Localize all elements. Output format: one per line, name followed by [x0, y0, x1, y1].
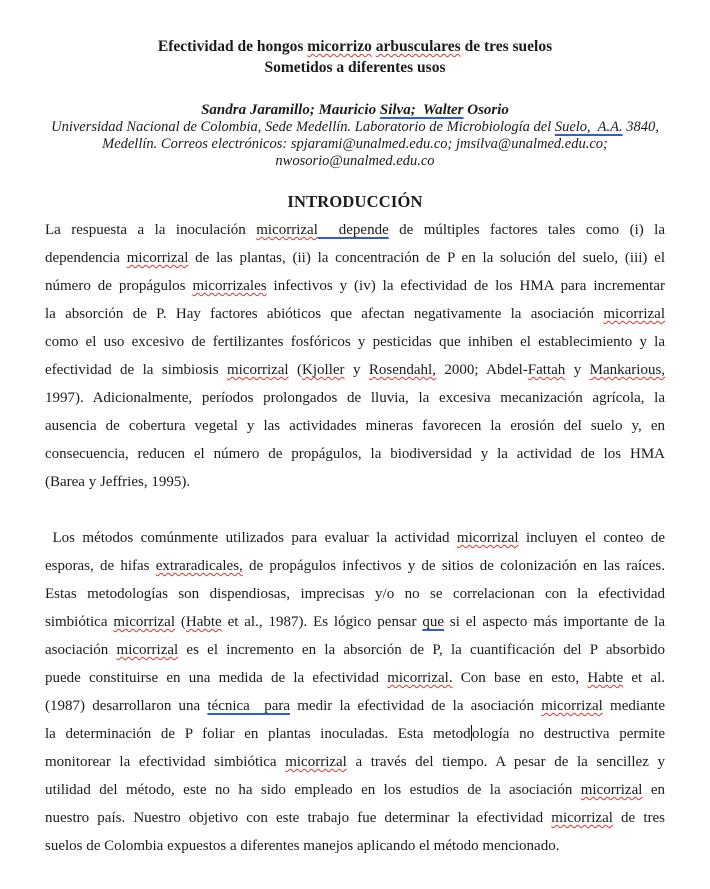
title-line-1 — [45, 36, 665, 57]
text-line[interactable] — [45, 720, 665, 748]
grammar-flagged-text: depende — [317, 222, 389, 238]
text-line[interactable] — [45, 412, 665, 440]
spellcheck-flagged-word: micorrizal — [603, 306, 665, 322]
spellcheck-flagged-word: micorrizal — [580, 782, 643, 798]
text-line[interactable] — [45, 636, 665, 664]
authors-line — [45, 102, 665, 119]
text-line[interactable] — [45, 832, 665, 860]
section-heading-introduccion: INTRODUCCIÓN — [287, 192, 423, 211]
affiliation-line-1 — [45, 119, 665, 136]
text-run: efectividad de la simbiosis — [45, 362, 227, 378]
spellcheck-flagged-word: Mankarious, — [589, 362, 665, 378]
spellcheck-flagged-word: extraradicales, — [155, 558, 243, 574]
text-line[interactable] — [45, 524, 665, 552]
text-run: Efectividad de hongos — [157, 38, 308, 55]
text-run: monitorear la efectividad simbiótica — [45, 754, 286, 770]
text-run: de tres suelos — [460, 38, 553, 55]
text-line[interactable] — [45, 776, 665, 804]
grammar-flagged-text: Silva; Walter — [379, 102, 464, 118]
text-run: medir la efectividad de la asociación — [290, 698, 542, 714]
spellcheck-flagged-word: micorrizales — [192, 278, 267, 294]
spellcheck-flagged-word: Rosendahl, — [368, 362, 436, 378]
text-run: Sometidos a diferentes usos — [264, 59, 446, 76]
text-line[interactable] — [45, 608, 665, 636]
text-run: (Barea y Jeffries, 1995). — [45, 474, 191, 490]
text-run: Sandra Jaramillo; Mauricio — [201, 102, 380, 118]
text-run: suelos de Colombia expuestos a diferentes manejos aplicando el método mencionado. — [45, 838, 560, 854]
paragraph-2[interactable] — [45, 524, 665, 860]
spellcheck-flagged-word: micorrizal. — [387, 670, 453, 686]
text-run: et al., 1987). Es lógico pensar — [221, 614, 423, 630]
spellcheck-flagged-word: micorrizal — [285, 754, 347, 770]
text-line[interactable] — [45, 468, 665, 496]
text-run: como el uso excesivo de fertilizantes fosfóricos y pesticidas que inhiben el establecimiento y la — [45, 334, 665, 350]
text-line[interactable] — [45, 272, 665, 300]
text-run: 2000; Abdel- — [435, 362, 528, 378]
text-line[interactable] — [45, 300, 665, 328]
text-run: mediante — [602, 698, 665, 714]
paragraph-1[interactable] — [45, 216, 665, 496]
text-run: puede constituirse en una medida de la efectividad — [45, 670, 388, 686]
spellcheck-flagged-word: Kjoller — [302, 362, 345, 378]
text-run: de propágulos infectivos y de sitios de colonización en las raíces. — [242, 558, 665, 574]
text-run: nwosorio@unalmed.edu.co — [275, 153, 435, 169]
title-line-2 — [45, 57, 665, 78]
text-run: Osorio — [463, 102, 509, 118]
spellcheck-flagged-word: micorrizo — [307, 38, 372, 55]
text-run: et al. — [623, 670, 665, 686]
spellcheck-flagged-word: micorrizal — [116, 642, 179, 658]
document-title — [45, 36, 665, 78]
text-line[interactable] — [45, 580, 665, 608]
text-run: a través del tiempo. A pesar de la sencillez y — [346, 754, 665, 770]
spellcheck-flagged-word: micorrizal — [456, 530, 519, 546]
text-run: ( — [175, 614, 186, 630]
text-run: de múltiples factores tales como (i) la — [388, 222, 665, 238]
spellcheck-flagged-word: micorrizal — [126, 250, 189, 266]
text-run: La respuesta a la inoculación — [45, 222, 257, 238]
spellcheck-flagged-word: micorrizal — [226, 362, 289, 378]
grammar-flagged-text: que — [422, 614, 444, 630]
text-run: Universidad Nacional de Colombia, Sede Medellín. Laboratorio de Microbiología del — [51, 119, 555, 135]
text-run: consecuencia, reducen el número de propágulos, la biodiversidad y la actividad de los HMA — [45, 446, 665, 462]
spellcheck-flagged-word: arbusculares — [375, 38, 461, 55]
text-run: (1987) desarrollaron una — [45, 698, 208, 714]
text-line[interactable] — [45, 692, 665, 720]
spellcheck-flagged-word: micorrizal — [113, 614, 175, 630]
text-line[interactable] — [45, 552, 665, 580]
text-run: dependencia — [45, 250, 127, 266]
spellcheck-flagged-word: micorrizal — [551, 810, 613, 826]
text-run: en — [642, 782, 665, 798]
text-run: y — [344, 362, 369, 378]
text-run: 3840, — [622, 119, 659, 135]
spellcheck-flagged-word: Habte — [185, 614, 222, 630]
text-run: asociación — [45, 642, 117, 658]
text-run: ología no destructiva permite — [471, 726, 665, 742]
text-run: número de propágulos — [45, 278, 193, 294]
text-run: nuestro país. Nuestro objetivo con este trabajo fue determinar la efectividad — [45, 810, 552, 826]
text-run: esporas, de hifas — [45, 558, 156, 574]
text-run: simbiótica — [45, 614, 114, 630]
text-line[interactable] — [45, 216, 665, 244]
text-run: la absorción de P. Hay factores abióticos que afectan negativamente la asociación — [45, 306, 604, 322]
affiliation-line-3 — [45, 153, 665, 170]
text-line[interactable] — [45, 328, 665, 356]
text-run: Medellín. Correos electrónicos: spjarami@unalmed.edu.co; jmsilva@unalmed.edu.co; — [102, 136, 608, 152]
text-run: utilidad del método, este no ha sido empleado en los estudios de la asociación — [45, 782, 581, 798]
affiliation-line-2 — [45, 136, 665, 153]
spellcheck-flagged-word: Habte — [587, 670, 624, 686]
grammar-flagged-text: Suelo, A.A. — [554, 119, 623, 135]
text-run: Con base en esto, — [452, 670, 588, 686]
text-line[interactable] — [45, 748, 665, 776]
grammar-flagged-text: técnica para — [207, 698, 291, 714]
affiliation-block — [45, 119, 665, 170]
text-run: si el aspecto más importante de la — [443, 614, 665, 630]
text-run: Estas metodologías son dispendiosas, imprecisas y/o no se correlacionan con la efectividad — [45, 586, 665, 602]
text-run: ausencia de cobertura vegetal y las actividades mineras favorecen la erosión del suelo y, en — [45, 418, 665, 434]
spellcheck-flagged-word: micorrizal — [256, 222, 318, 238]
text-line[interactable] — [45, 244, 665, 272]
text-run: la determinación de P foliar en plantas inoculadas. Esta metod — [45, 726, 471, 742]
text-run: es el incremento en la absorción de P, la cuantificación del P absorbido — [178, 642, 665, 658]
text-run: de las plantas, (ii) la concentración de P en la solución del suelo, (iii) el — [188, 250, 665, 266]
text-run: 1997). Adicionalmente, períodos prolongados de lluvia, la excesiva mecanización agrícola, la — [45, 390, 665, 406]
text-line[interactable] — [45, 804, 665, 832]
text-line[interactable] — [45, 664, 665, 692]
spellcheck-flagged-word: micorrizal — [541, 698, 603, 714]
text-run: infectivos y (iv) la efectividad de los HMA para incrementar — [266, 278, 665, 294]
text-line[interactable] — [45, 384, 665, 412]
text-line[interactable] — [45, 440, 665, 468]
text-line[interactable] — [45, 356, 665, 384]
spellcheck-flagged-word: Fattah — [527, 362, 566, 378]
text-run: incluyen el conteo de — [518, 530, 665, 546]
text-run: y — [565, 362, 590, 378]
text-run: ( — [288, 362, 303, 378]
text-run: de tres — [612, 810, 665, 826]
text-run: Los métodos comúnmente utilizados para evaluar la actividad — [45, 530, 457, 546]
